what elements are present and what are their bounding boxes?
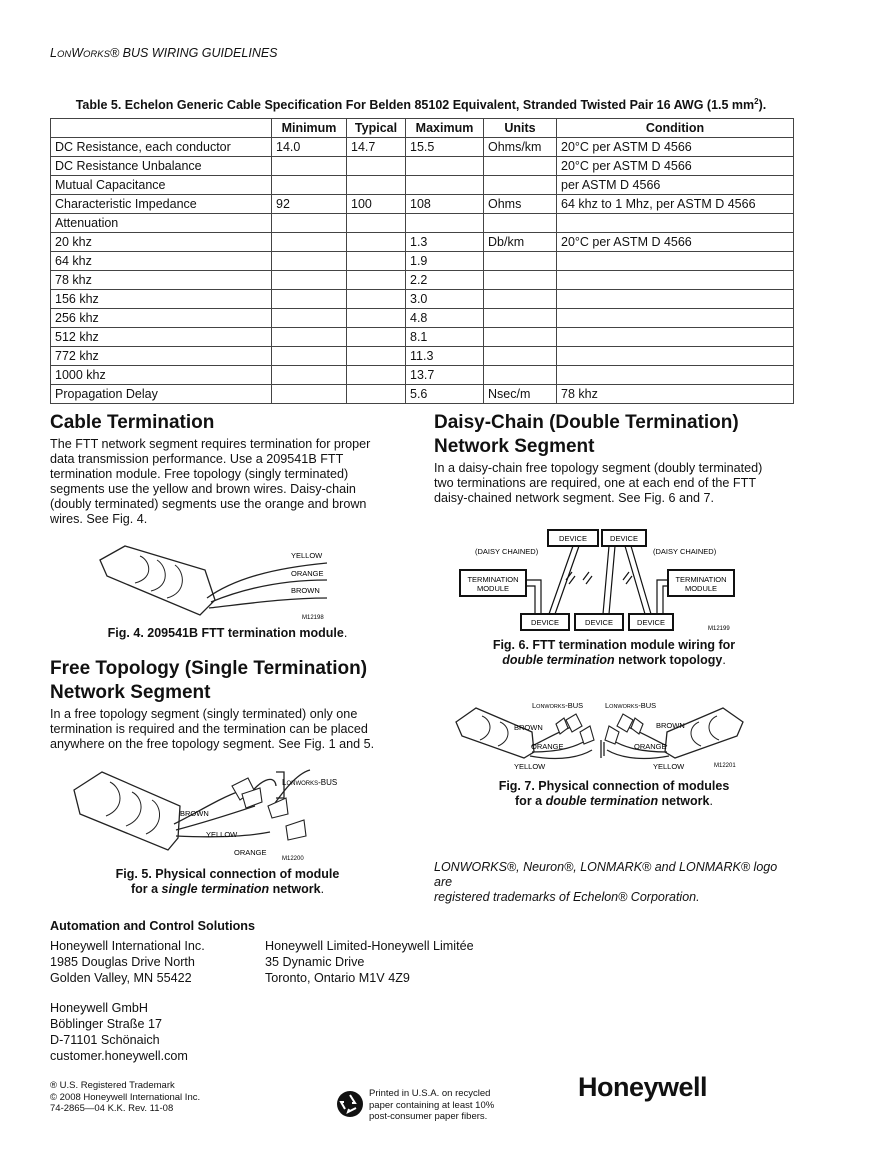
table-cell xyxy=(272,252,347,271)
table-cell xyxy=(272,157,347,176)
table-cell xyxy=(484,290,557,309)
table-cell xyxy=(347,157,406,176)
table-cell xyxy=(484,214,557,233)
table-cell: DC Resistance Unbalance xyxy=(51,157,272,176)
table-cell xyxy=(557,347,794,366)
cable-termination-body: The FTT network segment requires termination for proper data transmission performance. Use a 209541B FTT termination module. Free topology (singly terminated) segments use the yellow and brown wires. Daisy-chain (doubly terminated) segments use the orange and brown wires. See Fig. 4. xyxy=(50,437,371,526)
table-cell xyxy=(557,271,794,290)
table-cell: 2.2 xyxy=(406,271,484,290)
table-row xyxy=(51,290,794,309)
table-cell: 4.8 xyxy=(406,309,484,328)
table-row xyxy=(51,328,794,347)
table-header-cell: Minimum xyxy=(272,119,347,138)
table-cell: 14.0 xyxy=(272,138,347,157)
address-us: Honeywell International Inc. 1985 Douglas Drive North Golden Valley, MN 55422 xyxy=(50,939,205,985)
table-cell: 78 khz xyxy=(557,385,794,404)
table-header-cell: Condition xyxy=(557,119,794,138)
table-cell xyxy=(484,366,557,385)
fig6-double-termination-wiring xyxy=(455,526,745,634)
table-cell: 64 khz xyxy=(51,252,272,271)
fig4-orange-label: ORANGE xyxy=(291,569,324,578)
svg-text:TERMINATION: TERMINATION xyxy=(467,575,519,584)
table-cell: 5.6 xyxy=(406,385,484,404)
table-cell: DC Resistance, each conductor xyxy=(51,138,272,157)
table-header-cell: Typical xyxy=(347,119,406,138)
table-cell xyxy=(272,309,347,328)
table-row xyxy=(51,252,794,271)
fig4-brown-wire xyxy=(209,598,327,608)
svg-text:ORANGE: ORANGE xyxy=(634,742,667,751)
table-row xyxy=(51,309,794,328)
svg-text:TERMINATION: TERMINATION xyxy=(675,575,727,584)
table-cell xyxy=(347,214,406,233)
svg-text:BROWN: BROWN xyxy=(514,723,543,732)
table-row xyxy=(51,385,794,404)
table-cell: 20°C per ASTM D 4566 xyxy=(557,157,794,176)
table-cell: 20 khz xyxy=(51,233,272,252)
fig6-daisy-left-label: (DAISY CHAINED) xyxy=(475,547,539,556)
table-row xyxy=(51,347,794,366)
address-germany: Honeywell GmbH Böblinger Straße 17 D-71101 Schönaich customer.honeywell.com xyxy=(50,1001,188,1063)
table-cell: 1.3 xyxy=(406,233,484,252)
fig5-caption: Fig. 5. Physical connection of module for a single termination network. xyxy=(115,867,340,896)
footer-heading: Automation and Control Solutions xyxy=(50,919,255,933)
table-cell xyxy=(347,328,406,347)
free-topology-heading: Free Topology (Single Termination) Network Segment xyxy=(50,658,368,703)
table-cell: Mutual Capacitance xyxy=(51,176,272,195)
table-cell: 20°C per ASTM D 4566 xyxy=(557,138,794,157)
table-cell xyxy=(484,309,557,328)
svg-text:DEVICE: DEVICE xyxy=(559,534,587,543)
table-cell xyxy=(406,157,484,176)
svg-text:DEVICE: DEVICE xyxy=(585,618,613,627)
table-cell xyxy=(272,385,347,404)
fig5-orange-label: ORANGE xyxy=(234,848,267,857)
table-header-cell: Units xyxy=(484,119,557,138)
table-cell: 100 xyxy=(347,195,406,214)
table-cell: 15.5 xyxy=(406,138,484,157)
honeywell-logo: Honeywell xyxy=(578,1072,708,1102)
table-cell xyxy=(347,309,406,328)
table-cell xyxy=(347,176,406,195)
table-cell: Characteristic Impedance xyxy=(51,195,272,214)
table-cell: 1.9 xyxy=(406,252,484,271)
table-cell: Nsec/m xyxy=(484,385,557,404)
table-cell xyxy=(272,214,347,233)
table-cell: 13.7 xyxy=(406,366,484,385)
table-cell xyxy=(557,290,794,309)
table-cell: 11.3 xyxy=(406,347,484,366)
fig4-termination-module-drawing xyxy=(95,538,345,628)
table-row xyxy=(51,157,794,176)
svg-text:YELLOW: YELLOW xyxy=(514,762,546,771)
cable-termination-heading: Cable Termination xyxy=(50,412,215,433)
cable-spec-table xyxy=(50,118,794,404)
legal-notice: ® U.S. Registered Trademark © 2008 Honeywell International Inc. 74-2865—04 K.K. Rev. 11-08 xyxy=(50,1080,201,1114)
table-cell xyxy=(406,176,484,195)
fig4-brown-label: BROWN xyxy=(291,586,320,595)
table-header-cell: Maximum xyxy=(406,119,484,138)
table-cell xyxy=(557,309,794,328)
table-cell xyxy=(347,347,406,366)
table-cell: 772 khz xyxy=(51,347,272,366)
table-cell xyxy=(347,366,406,385)
table-cell xyxy=(272,176,347,195)
table-cell: 256 khz xyxy=(51,309,272,328)
svg-text:MODULE: MODULE xyxy=(684,584,718,593)
svg-text:ORANGE: ORANGE xyxy=(531,742,564,751)
table-cell: 64 khz to 1 Mhz, per ASTM D 4566 xyxy=(557,195,794,214)
fig7-lonworks-right-label: LONWORKS-BUS xyxy=(605,701,657,710)
table-header-row xyxy=(51,119,794,138)
table-row xyxy=(51,138,794,157)
table-cell: 20°C per ASTM D 4566 xyxy=(557,233,794,252)
table-cell xyxy=(484,157,557,176)
table-cell xyxy=(347,271,406,290)
fig5-single-termination-drawing xyxy=(70,766,360,866)
svg-text:DEVICE: DEVICE xyxy=(637,618,665,627)
table-cell: Ohms xyxy=(484,195,557,214)
table-cell xyxy=(272,366,347,385)
fig6-code: M12199 xyxy=(708,626,730,632)
fig4-yellow-label: YELLOW xyxy=(291,551,323,560)
svg-text:DEVICE: DEVICE xyxy=(531,618,559,627)
table-cell xyxy=(347,385,406,404)
fig5-brown-label: BROWN xyxy=(180,809,209,818)
table-row xyxy=(51,233,794,252)
table-cell xyxy=(557,366,794,385)
table-cell: 1000 khz xyxy=(51,366,272,385)
svg-text:YELLOW: YELLOW xyxy=(653,762,685,771)
table-cell xyxy=(484,328,557,347)
fig7-double-termination-drawing xyxy=(452,696,747,776)
svg-text:MODULE: MODULE xyxy=(476,584,510,593)
fig5-yellow-label: YELLOW xyxy=(206,830,238,839)
table-cell xyxy=(484,347,557,366)
table-cell xyxy=(272,347,347,366)
daisy-chain-heading: Daisy-Chain (Double Termination) Network Segment xyxy=(434,412,739,457)
address-canada: Honeywell Limited-Honeywell Limitée 35 Dynamic Drive Toronto, Ontario M1V 4Z9 xyxy=(265,939,474,985)
website-link[interactable]: customer.honeywell.com xyxy=(50,1049,188,1063)
table-cell xyxy=(484,271,557,290)
fig4-module-body xyxy=(100,546,215,615)
recycle-icon xyxy=(336,1090,364,1118)
table-cell: 78 khz xyxy=(51,271,272,290)
svg-text:BROWN: BROWN xyxy=(656,721,685,730)
table-cell xyxy=(347,252,406,271)
table-cell: 92 xyxy=(272,195,347,214)
fig7-caption: Fig. 7. Physical connection of modules for a double termination network. xyxy=(498,779,730,808)
table-cell: Ohms/km xyxy=(484,138,557,157)
table-cell xyxy=(272,328,347,347)
table-cell: Propagation Delay xyxy=(51,385,272,404)
table-cell: 108 xyxy=(406,195,484,214)
table-row xyxy=(51,366,794,385)
table-cell: Attenuation xyxy=(51,214,272,233)
table-row xyxy=(51,214,794,233)
recycled-paper-notice: Printed in U.S.A. on recycled paper containing at least 10% post-consumer paper fibers. xyxy=(369,1088,495,1122)
table-row xyxy=(51,176,794,195)
free-topology-body: In a free topology segment (singly terminated) only one termination is required and the termination can be placed anywhere on the free topology segment. See Fig. 1 and 5. xyxy=(50,707,375,751)
table-cell: Db/km xyxy=(484,233,557,252)
table-cell: per ASTM D 4566 xyxy=(557,176,794,195)
running-header: LONWORKS® BUS WIRING GUIDELINES xyxy=(50,46,278,60)
table-cell: 3.0 xyxy=(406,290,484,309)
fig5-lonworks-bus-label: LONWORKS-BUS xyxy=(282,778,338,787)
table-cell xyxy=(272,233,347,252)
svg-text:DEVICE: DEVICE xyxy=(610,534,638,543)
table-cell xyxy=(557,328,794,347)
trademarks-notice: LONWORKS®, Neuron®, LONMARK® and LONMARK® logo are registered trademarks of Echelon® Corporation. xyxy=(434,860,778,904)
table-cell: 8.1 xyxy=(406,328,484,347)
table-cell xyxy=(406,214,484,233)
fig7-code: M12201 xyxy=(714,763,736,769)
fig7-lonworks-left-label: LONWORKS-BUS xyxy=(532,701,584,710)
table-cell xyxy=(347,233,406,252)
table-caption: Table 5. Echelon Generic Cable Specification For Belden 85102 Equivalent, Stranded Twisted Pair 16 AWG (1.5 $mm^2$). xyxy=(75,97,767,113)
table-cell: 512 khz xyxy=(51,328,272,347)
daisy-chain-body: In a daisy-chain free topology segment (doubly terminated) two terminations are required, one at each end of the FTT daisy-chained network segment. See Fig. 6 and 7. xyxy=(434,461,763,505)
table-cell: 156 khz xyxy=(51,290,272,309)
table-cell xyxy=(557,214,794,233)
table-header-cell xyxy=(51,119,272,138)
table-cell xyxy=(484,176,557,195)
fig4-code: M12198 xyxy=(302,615,324,621)
table-cell xyxy=(557,252,794,271)
table-row xyxy=(51,195,794,214)
fig5-code: M12200 xyxy=(282,856,304,862)
table-cell xyxy=(272,271,347,290)
table-cell xyxy=(347,290,406,309)
table-cell: 14.7 xyxy=(347,138,406,157)
fig4-caption: Fig. 4. 209541B FTT termination module. xyxy=(107,626,348,640)
fig6-caption: Fig. 6. FTT termination module wiring for double termination network topology. xyxy=(492,638,736,667)
table-row xyxy=(51,271,794,290)
table-cell xyxy=(272,290,347,309)
fig6-daisy-right-label: (DAISY CHAINED) xyxy=(653,547,717,556)
table-cell xyxy=(484,252,557,271)
